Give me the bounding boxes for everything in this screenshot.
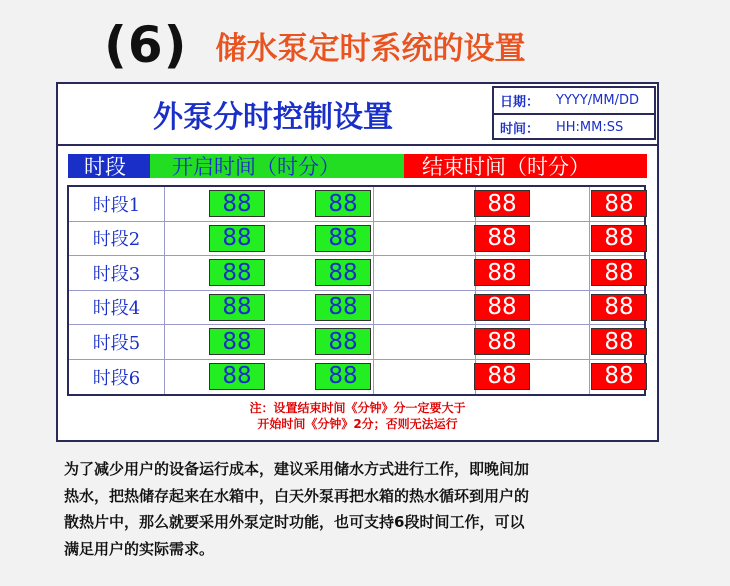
start-minute-display[interactable]: 88 xyxy=(315,259,371,286)
time-label: 时间： xyxy=(500,122,540,137)
section-number: (6) xyxy=(104,16,188,74)
end-minute-display[interactable]: 88 xyxy=(591,259,647,286)
row-label: 时段2 xyxy=(69,222,165,256)
schedule-row xyxy=(69,360,644,395)
start-minute-display[interactable]: 88 xyxy=(315,363,371,390)
end-hour-display[interactable]: 88 xyxy=(474,294,530,321)
time-row xyxy=(494,115,654,140)
schedule-row xyxy=(69,256,644,291)
end-hour-display[interactable]: 88 xyxy=(474,363,530,390)
column-header-start: 开启时间（时分） xyxy=(150,154,404,178)
time-value[interactable]: HH:MM:SS xyxy=(556,120,624,135)
description-line: 热水，把热储存起来在水箱中，白天外泵再把水箱的热水循环到用户的 xyxy=(64,486,530,505)
end-hour-display[interactable]: 88 xyxy=(474,190,530,217)
column-header-segment: 时段 xyxy=(68,154,150,178)
panel-title: 外泵分时控制设置 xyxy=(153,100,393,135)
note-line: 注：设置结束时间《分钟》分一定要大于 xyxy=(249,401,466,415)
description-text xyxy=(64,456,664,562)
start-hour-display[interactable]: 88 xyxy=(209,294,265,321)
section-heading xyxy=(104,10,526,80)
schedule-row xyxy=(69,222,644,257)
row-label: 时段6 xyxy=(69,360,165,395)
end-minute-display[interactable]: 88 xyxy=(591,225,647,252)
column-header-end: 结束时间（时分） xyxy=(404,154,647,178)
section-title: 储水泵定时系统的设置 xyxy=(215,30,526,67)
end-minute-display[interactable]: 88 xyxy=(591,190,647,217)
datetime-box xyxy=(492,86,656,140)
description-line: 散热片中，那么就要采用外泵定时功能，也可支持6段时间工作，可以 xyxy=(64,513,525,531)
start-hour-display[interactable]: 88 xyxy=(209,225,265,252)
schedule-row xyxy=(69,325,644,360)
end-hour-display[interactable]: 88 xyxy=(474,328,530,355)
row-label: 时段4 xyxy=(69,291,165,325)
end-hour-display[interactable]: 88 xyxy=(474,259,530,286)
note-line: 开始时间《分钟》2分；否则无法运行 xyxy=(257,417,458,431)
row-label: 时段1 xyxy=(69,187,165,221)
date-label: 日期： xyxy=(500,95,540,110)
date-row xyxy=(494,88,654,115)
start-hour-display[interactable]: 88 xyxy=(209,363,265,390)
start-hour-display[interactable]: 88 xyxy=(209,328,265,355)
row-label: 时段5 xyxy=(69,325,165,359)
description-line: 为了减少用户的设备运行成本，建议采用储水方式进行工作，即晚间加 xyxy=(64,460,530,478)
end-minute-display[interactable]: 88 xyxy=(591,363,647,390)
row-label: 时段3 xyxy=(69,256,165,290)
start-minute-display[interactable]: 88 xyxy=(315,328,371,355)
start-minute-display[interactable]: 88 xyxy=(315,190,371,217)
start-minute-display[interactable]: 88 xyxy=(315,294,371,321)
end-minute-display[interactable]: 88 xyxy=(591,328,647,355)
start-hour-display[interactable]: 88 xyxy=(209,190,265,217)
control-panel xyxy=(56,82,659,442)
end-minute-display[interactable]: 88 xyxy=(591,294,647,321)
schedule-grid xyxy=(67,185,646,396)
start-minute-display[interactable]: 88 xyxy=(315,225,371,252)
warning-note xyxy=(58,400,657,432)
description-line: 满足用户的实际需求。 xyxy=(64,539,215,558)
schedule-row xyxy=(69,291,644,326)
end-hour-display[interactable]: 88 xyxy=(474,225,530,252)
panel-header xyxy=(58,84,657,146)
date-value[interactable]: YYYY/MM/DD xyxy=(556,93,639,108)
schedule-row xyxy=(69,187,644,222)
start-hour-display[interactable]: 88 xyxy=(209,259,265,286)
